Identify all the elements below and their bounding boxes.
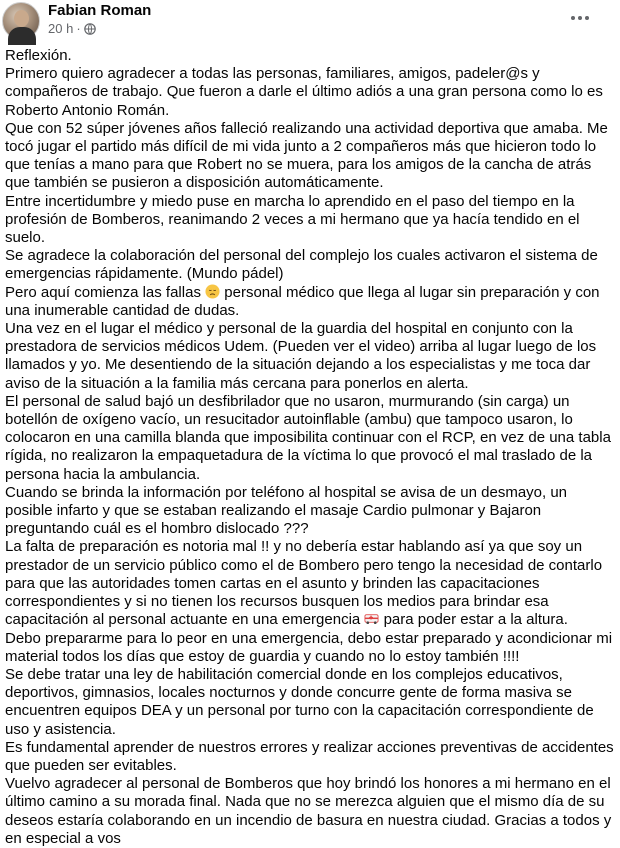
post-paragraph: Vuelvo agradecer al personal de Bomberos que hoy brindó los honores a mi hermano en el último camino a su morada final. Nada que no se merezca alguien que el mismo día de su deseos estaría colaborando en un incendio de basura en nuestra ciudad. Gracias a todos y en especial a vos bbox=[5, 775, 612, 847]
post-paragraph bbox=[5, 284, 615, 320]
meta-separator: · bbox=[76, 21, 81, 36]
author-name[interactable]: Fabian Roman bbox=[48, 2, 152, 19]
paragraph-text: La falta de preparación es notoria mal !! y no debería estar hablando así ya que soy un prestador de un servicio público como el de Bombero pero tengo la necesidad de contarlo para que las autoridades tomen cartas en el asunto y brinden las capacitaciones correspondientes y si no tienen los recursos busquen los medios para brindar esa capacitación al personal actuante en una emergencia bbox=[5, 538, 603, 629]
post-header bbox=[0, 0, 620, 42]
post-paragraph: El personal de salud bajó un desfibrilador que no usaron, murmurando (sin carga) un botellón de oxígeno vacío, un resucitador autoinflable (ambu) que tampoco usaron, lo colocaron en una camilla blanda que imposibilita continuar con el RCP, en vez de una tabla rígida, no realizaron la empaquetadura de la víctima lo que provocó el mal traslado de la persona hacia la ambulancia. bbox=[5, 392, 611, 483]
avatar[interactable] bbox=[2, 2, 40, 40]
post-paragraph: Primero quiero agradecer a todas las personas, familiares, amigos, padeler@s y compañeros de trabajo. Que fueron a darle el último adiós a una gran persona como lo es Roberto Antonio Román. bbox=[5, 65, 603, 119]
avatar-body bbox=[8, 27, 36, 45]
globe-icon[interactable] bbox=[84, 23, 96, 35]
post-paragraph: Reflexión. bbox=[5, 47, 72, 64]
paragraph-text: personal médico que llega al lugar sin preparación y con una inumerable cantidad de dudas. bbox=[5, 283, 600, 319]
paragraph-text: Pero aquí comienza las fallas bbox=[5, 283, 206, 301]
post-paragraph: Que con 52 súper jóvenes años falleció realizando una actividad deportiva que amaba. Me tocó jugar el partido más difícil de mi vida junto a 2 compañeros más que hicieron todo lo que tenías a mano para que Robert no se muera, para los amigos de la cancha de atrás que también se pusieron a disposición automáticamente. bbox=[5, 119, 608, 192]
post-paragraph: Entre incertidumbre y miedo puse en marcha lo aprendido en el paso del tiempo en la profesión de Bomberos, reanimando 2 veces a mi hermano que ya hacía tendido en el suelo. bbox=[5, 192, 580, 247]
post-paragraph: Se agradece la colaboración del personal del complejo los cuales activaron el sistema de emergencias rápidamente. (Mundo pádel) bbox=[5, 247, 598, 283]
more-options-icon[interactable] bbox=[566, 6, 594, 30]
post-paragraph: Cuando se brinda la información por teléfono al hospital se avisa de un desmayo, un posible infarto y que se estaban realizando el masaje Cardio pulmonar y Bajaron preguntando cuál es el hombro dislocado ??? bbox=[5, 483, 568, 538]
ambulance-emoji bbox=[364, 611, 379, 626]
post-meta bbox=[48, 21, 96, 36]
paragraph-text: para poder estar a la altura. bbox=[379, 611, 568, 629]
post-time[interactable]: 20 h bbox=[48, 21, 74, 36]
disappointed-face-emoji bbox=[205, 284, 220, 299]
post-paragraph: Es fundamental aprender de nuestros errores y realizar acciones preventivas de accidentes que pueden ser evitables. bbox=[5, 738, 614, 774]
post-paragraph bbox=[5, 538, 615, 629]
post-text bbox=[5, 47, 615, 848]
post-paragraph: Se debe tratar una ley de habilitación comercial donde en los complejos educativos, deportivos, gimnasios, locales nocturnos y donde concurre gente de forma masiva se encuentren equipos DEA y un personal por turno con la capacitación correspondiente de uso y asistencia. bbox=[5, 665, 594, 738]
post-paragraph: Una vez en el lugar el médico y personal de la guardia del hospital en conjunto con la prestadora de servicios médicos Udem. (Pueden ver el video) arriba al lugar luego de los llamados y yo. Me desentiendo de la situación dejando a los especialistas y me toca dar aviso de la situación a la familia más cercana para ponerlos en alerta. bbox=[5, 320, 597, 392]
avatar-face bbox=[14, 10, 29, 27]
post-paragraph: Debo prepararme para lo peor en una emergencia, debo estar preparado y acondicionar mi material todos los días que estoy de guardia y cuando no lo estoy también !!!! bbox=[5, 629, 613, 665]
